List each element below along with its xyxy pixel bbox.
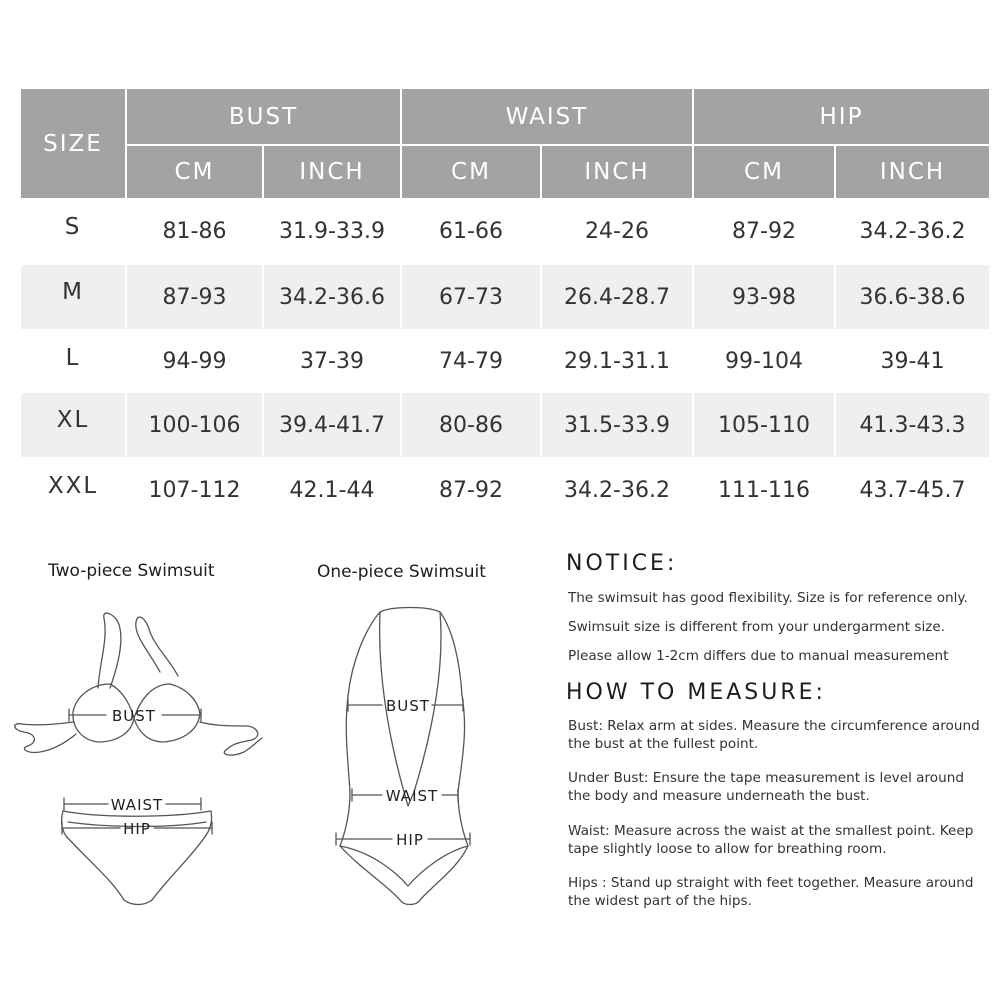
notice-line: Please allow 1-2cm differs due to manual measurement xyxy=(568,648,949,664)
table-cell: 111-116 xyxy=(718,478,810,503)
measure-instruction-hips: Hips : Stand up straight with feet together. Measure around the widest part of the hips. xyxy=(568,875,974,909)
size-label: L xyxy=(65,345,81,371)
size-label: S xyxy=(64,214,82,240)
how-to-measure-title: HOW TO MEASURE: xyxy=(566,680,826,705)
table-cell: 31.5-33.9 xyxy=(542,393,692,457)
size-header: SIZE xyxy=(21,89,125,198)
measure-instruction-bust: Bust: Relax arm at sides. Measure the circumference around the bust at the fullest point. xyxy=(568,718,980,752)
unit-header: INCH xyxy=(542,146,692,198)
table-cell: 29.1-31.1 xyxy=(564,348,670,374)
table-cell: 67-73 xyxy=(402,265,540,329)
table-cell: 41.3-43.3 xyxy=(836,393,989,457)
table-cell: 87-92 xyxy=(732,219,796,244)
one-piece-bust-label: BUST xyxy=(386,697,430,715)
unit-header: INCH xyxy=(836,146,989,198)
table-cell: 74-79 xyxy=(439,348,503,374)
table-cell: 34.2-36.2 xyxy=(859,219,966,244)
table-cell: 26.4-28.7 xyxy=(542,265,692,329)
one-piece-hip-label: HIP xyxy=(396,831,424,849)
notice-line: The swimsuit has good flexibility. Size is for reference only. xyxy=(568,590,968,606)
table-cell: 43.7-45.7 xyxy=(859,478,966,503)
size-label: M xyxy=(21,265,125,329)
unit-header: CM xyxy=(127,146,262,198)
two-piece-waist-label: WAIST xyxy=(110,796,164,814)
table-cell: 94-99 xyxy=(162,348,227,374)
size-label: XL xyxy=(21,393,125,457)
table-cell: 105-110 xyxy=(694,393,834,457)
table-cell: 39-41 xyxy=(880,348,945,374)
notice-title: NOTICE: xyxy=(566,551,678,576)
unit-header: INCH xyxy=(264,146,400,198)
table-cell: 99-104 xyxy=(725,348,803,374)
table-cell: 42.1-44 xyxy=(289,478,375,503)
one-piece-title: One-piece Swimsuit xyxy=(317,562,486,582)
bust-group-header: BUST xyxy=(127,89,400,144)
notice-line: Swimsuit size is different from your undergarment size. xyxy=(568,619,946,635)
two-piece-bust-label: BUST xyxy=(112,707,156,725)
table-cell: 61-66 xyxy=(439,219,503,244)
table-cell: 80-86 xyxy=(402,393,540,457)
two-piece-title: Two-piece Swimsuit xyxy=(48,561,215,581)
table-cell: 87-93 xyxy=(127,265,262,329)
one-piece-waist-label: WAIST xyxy=(385,787,439,805)
unit-header: CM xyxy=(694,146,834,198)
table-cell: 39.4-41.7 xyxy=(264,393,400,457)
table-cell: 34.2-36.2 xyxy=(564,478,670,503)
hip-group-header: HIP xyxy=(694,89,989,144)
table-cell: 107-112 xyxy=(148,478,241,503)
table-cell: 24-26 xyxy=(585,219,649,244)
measure-instruction-waist: Waist: Measure across the waist at the smallest point. Keep tape slightly loose to allow for breathing room. xyxy=(568,823,974,857)
table-cell: 87-92 xyxy=(439,478,503,503)
table-cell: 31.9-33.9 xyxy=(279,219,385,244)
table-cell: 93-98 xyxy=(694,265,834,329)
measure-instruction-under-bust: Under Bust: Ensure the tape measurement is level around the body and measure underneath the bust. xyxy=(568,770,964,804)
table-cell: 36.6-38.6 xyxy=(836,265,989,329)
table-cell: 81-86 xyxy=(162,219,227,244)
table-cell: 34.2-36.6 xyxy=(264,265,400,329)
unit-header: CM xyxy=(402,146,540,198)
size-label: XXL xyxy=(47,473,99,499)
waist-group-header: WAIST xyxy=(402,89,692,144)
one-piece-illustration xyxy=(336,608,470,905)
table-cell: 100-106 xyxy=(127,393,262,457)
bikini-top-illustration xyxy=(15,613,262,755)
two-piece-hip-label: HIP xyxy=(123,820,151,838)
table-cell: 37-39 xyxy=(300,348,364,374)
